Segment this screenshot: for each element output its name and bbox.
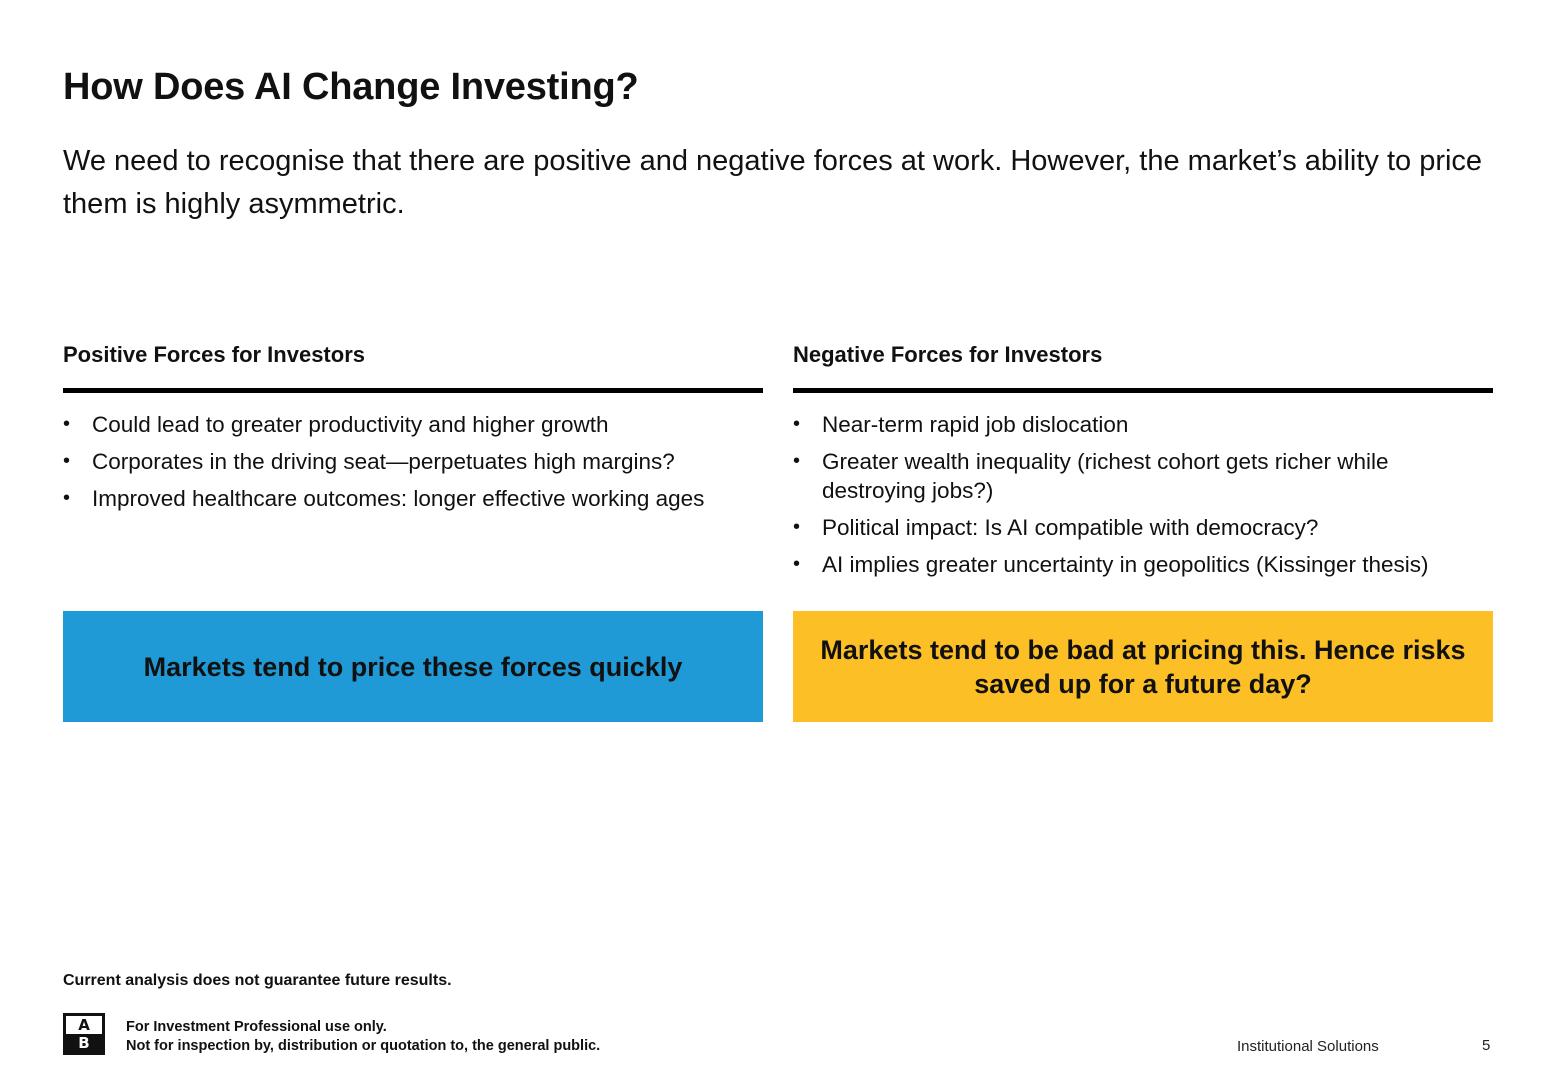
positive-heading-divider <box>63 388 763 393</box>
list-item: • Corporates in the driving seat—perpetuates high margins? <box>63 447 763 476</box>
positive-forces-heading: Positive Forces for Investors <box>63 342 365 367</box>
logo-letter-a: A <box>66 1016 102 1036</box>
disclaimer-text: Current analysis does not guarantee future results. <box>63 972 452 989</box>
list-item: • Greater wealth inequality (richest cohort gets richer while destroying jobs?) <box>793 447 1493 505</box>
negative-forces-column <box>793 340 1493 587</box>
negative-forces-list <box>793 410 1493 579</box>
slide-subtitle: We need to recognise that there are positive and negative forces at work. However, the market’s ability to price them is highly asymmetric. <box>63 145 1483 220</box>
negative-heading-divider <box>793 388 1493 393</box>
ab-logo <box>63 1013 105 1055</box>
positive-forces-list <box>63 410 763 513</box>
logo-letter-b: B <box>66 1034 102 1052</box>
footer-section-label: Institutional Solutions <box>1237 1038 1379 1055</box>
positive-callout-text: Markets tend to price these forces quickly <box>143 651 683 682</box>
footer-note-line-1: For Investment Professional use only. <box>126 1019 387 1035</box>
footer-note-line-2: Not for inspection by, distribution or quotation to, the general public. <box>126 1038 601 1054</box>
page-number: 5 <box>1482 1037 1491 1054</box>
list-item: • Could lead to greater productivity and higher growth <box>63 410 763 439</box>
list-item: • AI implies greater uncertainty in geopolitics (Kissinger thesis) <box>793 550 1493 579</box>
footer-note <box>126 1018 600 1056</box>
list-item: • Improved healthcare outcomes: longer effective working ages <box>63 484 763 513</box>
slide-title: How Does AI Change Investing? <box>63 66 639 108</box>
list-item: • Political impact: Is AI compatible with democracy? <box>793 513 1493 542</box>
negative-callout-text: Markets tend to be bad at pricing this. Hence risks saved up for a future day? <box>820 634 1466 699</box>
negative-callout-box <box>793 611 1493 722</box>
negative-forces-heading: Negative Forces for Investors <box>793 342 1103 367</box>
list-item: • Near-term rapid job dislocation <box>793 410 1493 439</box>
positive-forces-column <box>63 340 763 521</box>
positive-callout-box <box>63 611 763 722</box>
